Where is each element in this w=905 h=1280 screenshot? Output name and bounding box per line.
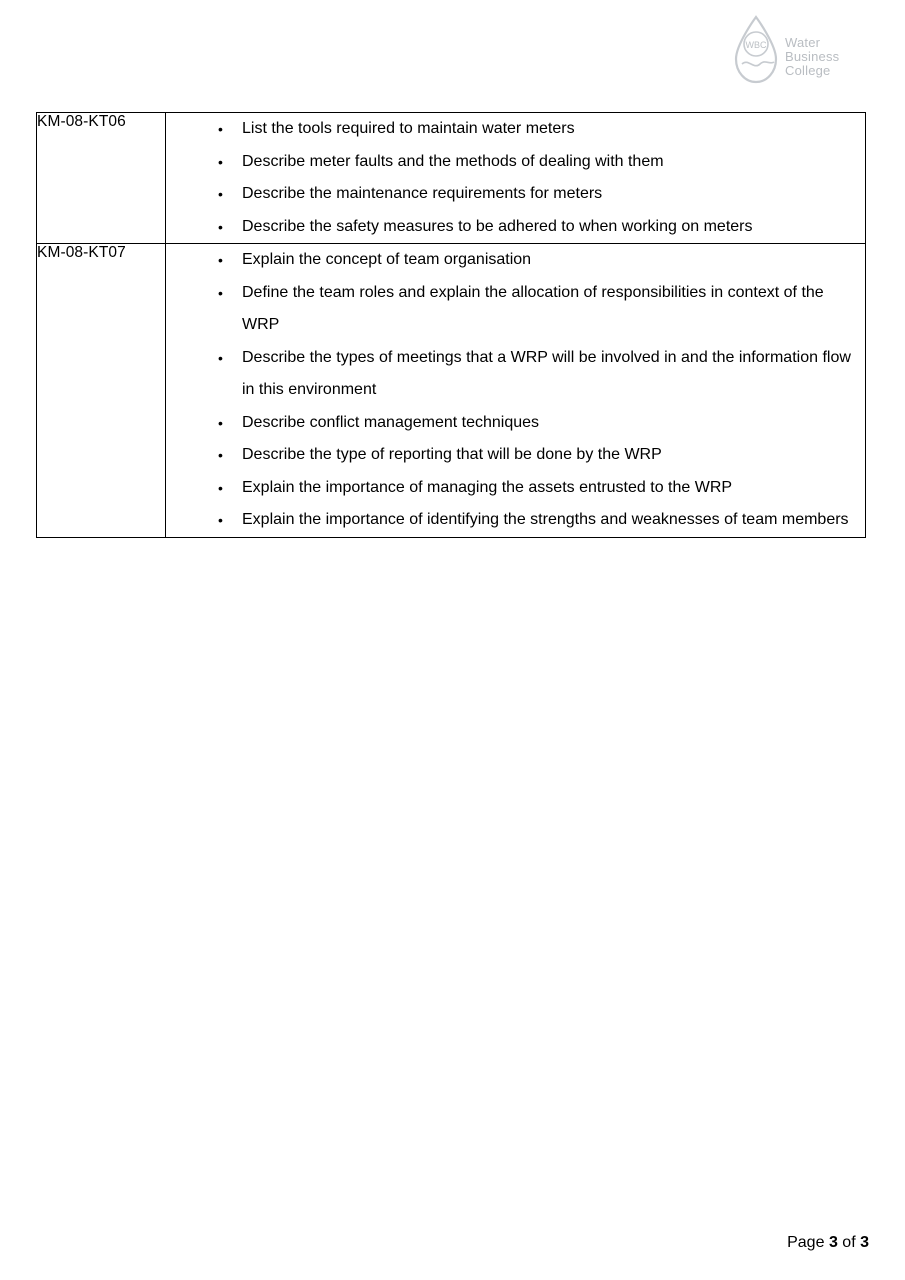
topic-code-cell: KM-08-KT06 xyxy=(37,113,166,244)
list-item: • Explain the importance of managing the assets entrusted to the WRP xyxy=(218,472,865,505)
brand-line-2: Business xyxy=(785,49,840,65)
footer-of-label: of xyxy=(842,1234,856,1251)
brand-logo xyxy=(729,14,869,94)
footer-current-page: 3 xyxy=(828,1234,838,1251)
list-item: • Describe the type of reporting that will be done by the WRP xyxy=(218,439,865,472)
list-item: • Describe meter faults and the methods of dealing with them xyxy=(218,146,865,179)
list-item: • Explain the importance of identifying the strengths and weaknesses of team members xyxy=(218,504,865,537)
list-item: • Describe the types of meetings that a WRP will be involved in and the information flow in this environment xyxy=(218,342,865,407)
brand-wordmark xyxy=(785,36,839,78)
footer-total-pages: 3 xyxy=(860,1234,869,1251)
table-row xyxy=(37,113,866,244)
table-row xyxy=(37,244,866,538)
topic-item-list xyxy=(166,113,865,243)
brand-line-1: Water xyxy=(785,35,821,50)
knowledge-topics-table xyxy=(36,112,866,538)
page-footer xyxy=(787,1234,869,1252)
list-item: • Describe the safety measures to be adhered to when working on meters xyxy=(218,211,865,244)
list-item: • Describe conflict management techniques xyxy=(218,407,865,440)
knowledge-topics-table-wrapper xyxy=(36,112,866,538)
topic-item-list xyxy=(166,244,865,537)
topic-code-cell: KM-08-KT07 xyxy=(37,244,166,538)
list-item: • List the tools required to maintain water meters xyxy=(218,113,865,146)
brand-line-3: College xyxy=(785,63,831,79)
footer-page-label: Page xyxy=(787,1234,825,1251)
list-item: • Describe the maintenance requirements for meters xyxy=(218,178,865,211)
topic-items-cell xyxy=(166,244,866,538)
logo-monogram: WBC xyxy=(745,40,767,50)
list-item: • Define the team roles and explain the allocation of responsibilities in context of the WRP xyxy=(218,277,865,342)
water-drop-icon xyxy=(729,14,783,88)
topic-items-cell xyxy=(166,113,866,244)
list-item: • Explain the concept of team organisation xyxy=(218,244,865,277)
